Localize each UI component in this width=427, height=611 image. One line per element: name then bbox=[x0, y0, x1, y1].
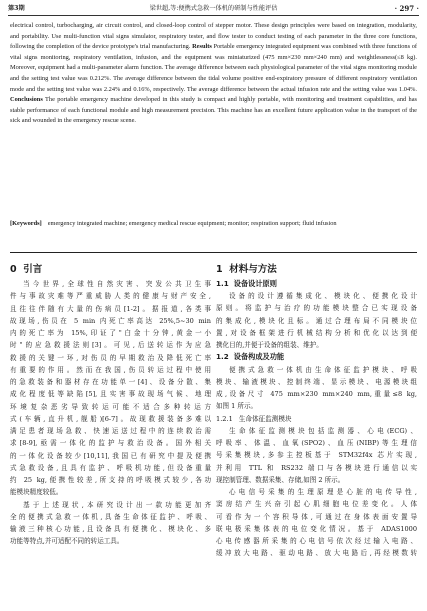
text-line: 能模块精度较低。 bbox=[10, 488, 63, 497]
results-label: Results bbox=[192, 43, 212, 51]
text-line: 约 25 kg,便携性较差,所支持的呼吸模式较少,各功 bbox=[10, 476, 211, 484]
text-line: 当今世界,全球性自然灾害、突发公共卫生事 bbox=[23, 280, 211, 288]
text-line: 缓冲放大电路、驱动电路、放大电路后,再经模数转 bbox=[216, 549, 417, 558]
abstract-conclusions-text: The portable emergency machine developed in this study is compact and highly portable, with monitoring and treatment capabilities, and has stable performance of each functional module and high measurement precision. This machine has an excellent future application value in the transport of the sick and wounded in the emergency rescue scene. bbox=[10, 96, 417, 125]
text-line: 且往往伴随有大量的伤病员[1-2]。据报道,各类事 bbox=[10, 304, 211, 313]
text-line: 并利用 TTL 和 RS232 端口与各模块进行通信以实 bbox=[216, 463, 417, 472]
text-line: 置,对设备框架进行机械结构分析和优化以达到便 bbox=[216, 328, 417, 337]
text-line: 原则。将监护与治疗的功能模块整合已实现设备 bbox=[216, 304, 417, 313]
subsection-heading-composition bbox=[216, 351, 417, 363]
running-title: 梁世超,等:便携式急救一体机的研制与性能评估 bbox=[149, 5, 278, 12]
subsection-heading-design-principles bbox=[216, 278, 417, 290]
text-line: 窦房结产生兴奋引起心肌细胞电位差变化。人体 bbox=[216, 500, 417, 509]
abstract-results-text: Portable emergency integrated equipment was combined with three functions of vital signs monitoring, respiratory ventilation, infusion, and the equipment was miniaturized (475 mm×230 mm×240 mm) and weightlessness(≤8 kg). Moreover, equipment had a multi-parameter alarm function. The average difference between each physiological parameter of the vital signs monitoring module and the setting test value was 0.212%. The average difference between the tidal volume positive end-expiratory pressure of different respiratory ventilation mode and the setting test value was 2.24% and 0.16%, respectively. The average difference between the actual infusion rate and the setting value was 1.04%. bbox=[10, 43, 418, 93]
text-line: 满足患者现场急救、快速运送过程中的连续救治需 bbox=[10, 427, 211, 435]
text-line: 全的便携式急救一体机,具备生命体征监护、呼吸、 bbox=[10, 512, 211, 521]
text-line: 时"的应急救援法则[3]。可见,后送转运作为应急 bbox=[10, 341, 211, 350]
page-number: · 297 · bbox=[394, 4, 419, 13]
text-line: 内的死亡率为 15%,印证了"白金十分钟,黄金一小 bbox=[10, 329, 211, 337]
keywords bbox=[10, 219, 417, 230]
subsection-number: 1.2 bbox=[216, 352, 229, 362]
right-column bbox=[216, 258, 417, 560]
issue-number: 第3期 bbox=[8, 5, 25, 12]
subsection-title: 设备构成及功能 bbox=[233, 352, 285, 362]
text-line: 式(车辆,直升机,舰船)[6-7]。故现救援装备多难以 bbox=[10, 414, 211, 423]
subsubsection-heading-vital-signs bbox=[216, 413, 417, 425]
subsection-title: 设备设计原则 bbox=[233, 279, 277, 288]
text-line: 如图 1 所示。 bbox=[216, 402, 258, 411]
text-line: 携化目的,并便于设备的组装、维护。 bbox=[216, 341, 323, 350]
keywords-label: [Keywords] bbox=[10, 220, 42, 227]
section-number: 0 bbox=[10, 264, 17, 275]
text-line: 成化程度低等缺陷[5],且实害事故现场气候、地理 bbox=[10, 390, 211, 399]
text-line: 心电传感器所采集的心电信号依次经过输入电路、 bbox=[216, 537, 417, 546]
text-line: 求[8-9],亟需一体化的监护与救治设备。国外相关 bbox=[10, 439, 211, 448]
text-line: 功能等特点,并可适配不同的转运工具。 bbox=[10, 537, 124, 546]
abstract-methods-text: electrical control, turbocharging, air circuit control, and closed-loop control of stepper motor. These design principles were based on integration, modularity, and portability. Use multi-function vital signs simulator, respiratory tester, and flow tester to conduct testing of each parameter in the three core functions, following the completion of the device prototype's trial manufacturing. bbox=[10, 22, 417, 51]
text-line: 模块、输液模块、控制终端、显示模块、电源模块组 bbox=[216, 377, 417, 386]
text-line: 救援的关键一环,对伤员的早期救治及降低死亡率 bbox=[10, 353, 211, 362]
text-line: 环境复杂恶劣导致转运可能不适合多种转运方 bbox=[10, 402, 211, 411]
text-line: 件与事故灾难等严重威胁人类的健康与财产安全, bbox=[10, 292, 211, 301]
text-line: 生命体征监测模块包括监测器、心电(ECG)、 bbox=[229, 426, 417, 435]
subsubsection-title: 生命体征监测模块 bbox=[238, 414, 292, 423]
text-line: 输液三种核心功能,且设备具有便携化、模块化、多 bbox=[10, 525, 211, 533]
text-line: 故现场,伤员在 5 min 内死亡率高达 25%,5~30 min bbox=[10, 316, 211, 325]
running-header bbox=[8, 2, 419, 16]
text-line: 联电极采集体表的电位变化情况。基于 ADAS1000 bbox=[216, 524, 417, 533]
text-line: 现控制管理、数据采集、存储,如图 2 所示。 bbox=[216, 475, 345, 484]
text-line: 心电信号采集的生理原理是心脏的电传导性, bbox=[229, 488, 417, 497]
left-column bbox=[10, 258, 211, 548]
subsection-number: 1.1 bbox=[216, 279, 229, 288]
text-line: 有重要的作用。然而在我国,伤员转运过程中使用 bbox=[10, 365, 211, 374]
text-line: 式急救设备,且具有监护、呼吸机功能,但设备重量 bbox=[10, 463, 211, 472]
text-line: 基于上述现状,本研究设计出一款功能更加齐 bbox=[23, 500, 211, 509]
section-title: 引言 bbox=[23, 264, 43, 275]
english-abstract bbox=[10, 21, 417, 127]
text-line: 呼吸率、体温、血氧(SPO2)、血压(NIBP)等生理信 bbox=[216, 439, 417, 448]
abstract-paragraph bbox=[10, 21, 417, 127]
subsubsection-number: 1.2.1 bbox=[216, 414, 233, 423]
text-line: 号采集模块,多参主控板基于 STM32f4x 芯片实现, bbox=[216, 451, 417, 460]
section-heading-methods bbox=[216, 262, 417, 278]
text-line: 便携式急救一体机由生命体征监护模块、呼吸 bbox=[229, 365, 417, 374]
keywords-text: emergency integrated machine; emergency medical rescue equipment; monitor; respiration support; fluid infusion bbox=[47, 220, 337, 227]
text-line: 可看作为一个容积导体,可通过在身体表面安置导 bbox=[216, 512, 417, 521]
conclusions-label: Conclusions bbox=[10, 96, 43, 104]
text-line: 成,设备尺寸 475 mm×230 mm×240 mm,重量≤8 kg, bbox=[216, 390, 417, 399]
text-line: 的集成化,模块化且标。通过合理布局不同模块位 bbox=[216, 316, 417, 325]
section-heading-introduction bbox=[10, 262, 211, 278]
text-line: 的一体化设备较少[10,11],我国已有研究中提及便携 bbox=[10, 451, 211, 460]
text-line: 设备的设计遵循集成化、模块化、便携化设计 bbox=[229, 292, 417, 301]
section-number: 1 bbox=[216, 264, 223, 275]
section-title: 材料与方法 bbox=[229, 264, 277, 275]
section-divider bbox=[10, 252, 417, 253]
text-line: 的急救装备和器材存在功能单一[4]、设备分散、集 bbox=[10, 378, 211, 386]
